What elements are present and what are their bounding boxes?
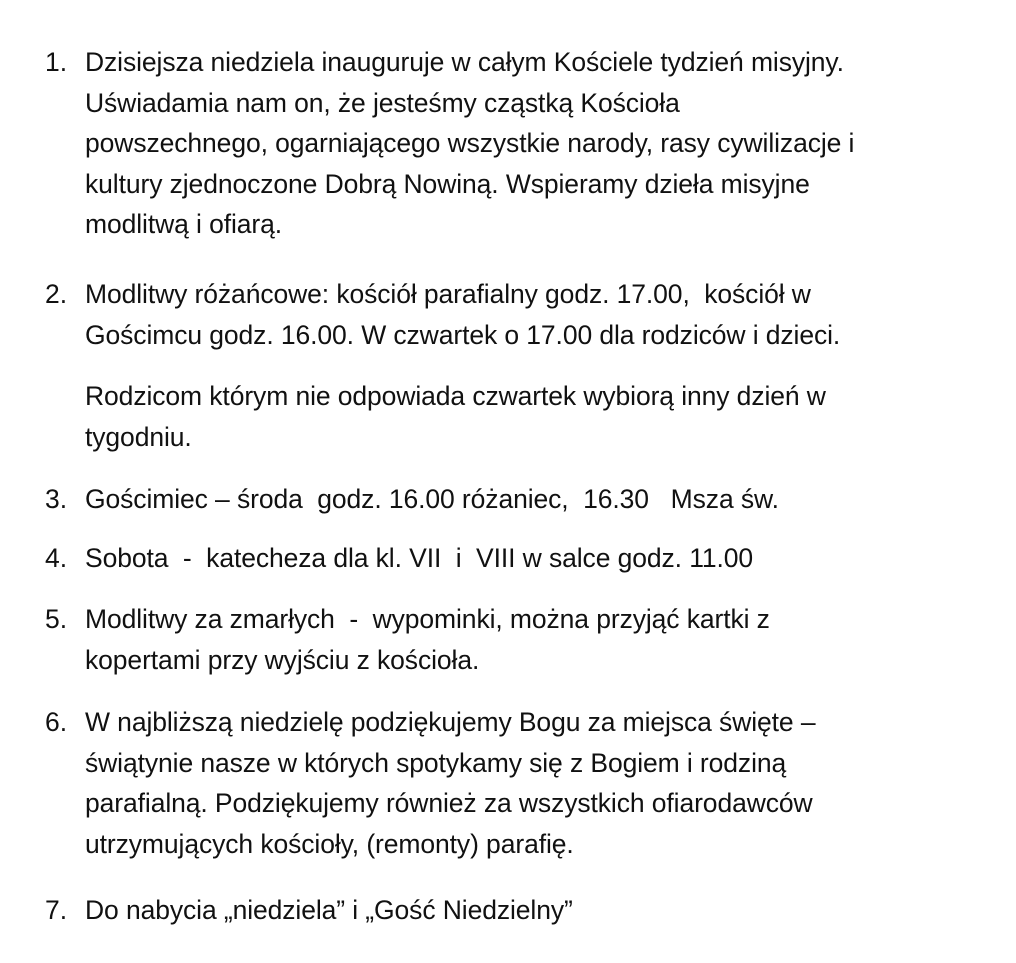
item-number: 2. [45,279,68,309]
text-line: W najbliższą niedzielę podziękujemy Bogu za miejsca święte – [85,707,816,737]
text-line: Gościmiec – środa godz. 16.00 różaniec, 16.30 Msza św. [85,484,779,514]
item-number: 7. [45,895,68,925]
text-line: tygodniu. [85,421,192,452]
item-number: 5. [45,604,68,634]
text-line: modlitwą i ofiarą. [85,209,283,239]
item-text [85,42,1010,245]
text-line: świątynie nasze w których spotykamy się z Bogiem i rodziną [85,747,787,778]
item-text [85,599,1010,680]
text-line: Uświadamia nam on, że jesteśmy cząstką Kościoła [85,87,680,118]
text-line: parafialną. Podziękujemy również za wszystkich ofiarodawców [85,788,813,818]
item-text [85,890,1010,931]
item-text [85,538,1010,579]
text-line: powszechnego, ogarniającego wszystkie narody, rasy cywilizacje i [85,128,855,158]
item-number: 3. [45,484,68,514]
text-line: kopertami przy wyjściu z kościoła. [85,644,480,675]
item-text [85,274,1010,355]
item-text [85,479,1010,520]
item-number: 6. [45,707,68,737]
item-text [85,376,1010,457]
text-line: Rodzicom którym nie odpowiada czwartek wybiorą inny dzień w [85,381,826,411]
item-text [85,702,1010,864]
text-line: Do nabycia „niedziela” i „Gość Niedzielny” [85,895,573,925]
text-line: utrzymujących kościoły, (remonty) parafię. [85,828,574,859]
item-number: 1. [45,47,68,77]
text-line: Modlitwy różańcowe: kościół parafialny godz. 17.00, kościół w [85,279,811,309]
item-number: 4. [45,543,68,573]
text-line: Gościmcu godz. 16.00. W czwartek o 17.00 dla rodziców i dzieci. [85,319,841,350]
text-line: Modlitwy za zmarłych - wypominki, można przyjąć kartki z [85,604,770,634]
text-line: kultury zjednoczone Dobrą Nowiną. Wspieramy dzieła misyjne [85,168,810,199]
text-line: Dzisiejsza niedziela inauguruje w całym Kościele tydzień misyjny. [85,47,844,77]
text-line: Sobota - katecheza dla kl. VII i VIII w salce godz. 11.00 [85,543,754,573]
